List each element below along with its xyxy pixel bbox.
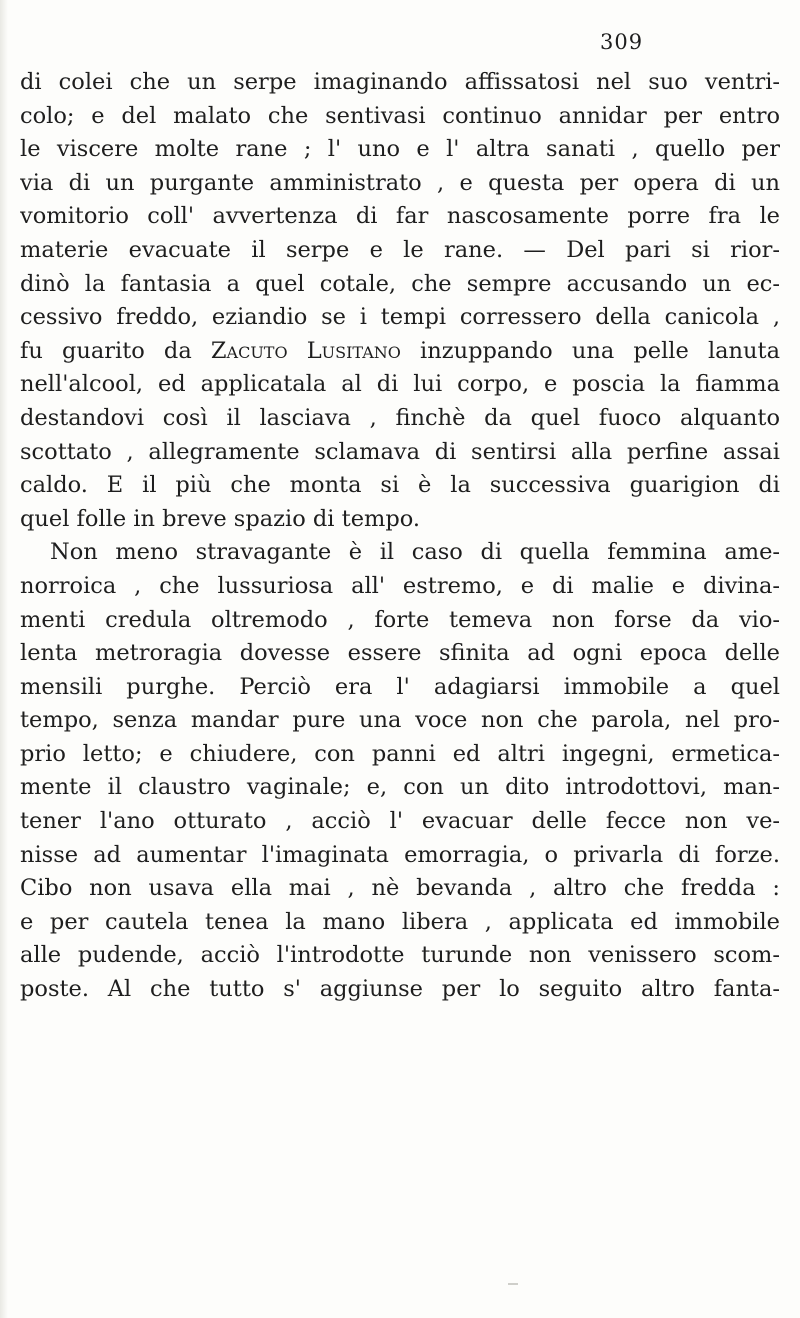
text-line-25: Cibo non usava ella mai , nè bevanda , altro che fredda :	[20, 875, 780, 902]
text-line-24: nisse ad aumentar l'imaginata emorragia, o privarla di forze.	[20, 841, 780, 868]
text-line-21: prio letto; e chiudere, con panni ed altri ingegni, ermetica-	[20, 740, 780, 767]
text-line-23: tener l'ano otturato , acciò l' evacuar delle fecce non ve-	[20, 808, 780, 835]
text-line-16: norroica , che lussuriosa all' estremo, e di malie e divina-	[20, 572, 780, 599]
text-line-12: scottato , allegramente sclamava di sentirsi alla perfine assai	[20, 438, 780, 465]
text-line-6: materie evacuate il serpe e le rane. — Del pari si rior-	[20, 236, 780, 263]
text-line-26: e per cautela tenea la mano libera , applicata ed immobile	[20, 908, 780, 935]
page-gutter-shadow	[0, 0, 8, 1318]
text-line-27: alle pudende, acciò l'introdotte turunde non venissero scom-	[20, 942, 780, 969]
text-line-15: Non meno stravagante è il caso di quella femmina ame-	[50, 539, 780, 566]
text-line-10: nell'alcool, ed applicatala al di lui corpo, e poscia la fiamma	[20, 371, 780, 398]
text-line-22: mente il claustro vaginale; e, con un dito introdottovi, man-	[20, 774, 780, 801]
text-line-8: cessivo freddo, eziandio se i tempi corressero della canicola ,	[20, 304, 780, 331]
text-line-4: via di un purgante amministrato , e questa per opera di un	[20, 169, 780, 196]
page-number: 309	[600, 30, 644, 54]
text-line-2: colo; e del malato che sentivasi continuo annidar per entro	[20, 102, 780, 129]
text-line-7: dinò la fantasia a quel cotale, che sempre accusando un ec-	[20, 270, 780, 297]
text-line-20: tempo, senza mandar pure una voce non che parola, nel pro-	[20, 707, 780, 734]
body-text	[20, 66, 780, 1007]
text-line-19: mensili purghe. Perciò era l' adagiarsi immobile a quel	[20, 673, 780, 700]
text-line-1: di colei che un serpe imaginando affissatosi nel suo ventri-	[20, 69, 780, 95]
text-line-3: le viscere molte rane ; l' uno e l' altra sanati , quello per	[20, 136, 780, 163]
text-line-11: destandovi così il lasciava , finchè da quel fuoco alquanto	[20, 404, 780, 431]
text-line-18: lenta metroragia dovesse essere sfinita ad ogni epoca delle	[20, 640, 780, 667]
text-line-5: vomitorio coll' avvertenza di far nascosamente porre fra le	[20, 203, 780, 230]
author-name-small-caps: Zacuto Lusitano	[210, 337, 401, 364]
printer-mark	[508, 1283, 518, 1285]
text-line-28: poste. Al che tutto s' aggiunse per lo seguito altro fanta-	[20, 976, 780, 1003]
text-line-17: menti credula oltremodo , forte temeva non forse da vio-	[20, 606, 780, 633]
text-line-9: fu guarito da Zacuto Lusitano inzuppando una pelle lanuta	[20, 337, 780, 364]
text-line-14: quel folle in breve spazio di tempo.	[20, 505, 421, 532]
text-line-13: caldo. E il più che monta si è la successiva guarigion di	[20, 472, 780, 499]
